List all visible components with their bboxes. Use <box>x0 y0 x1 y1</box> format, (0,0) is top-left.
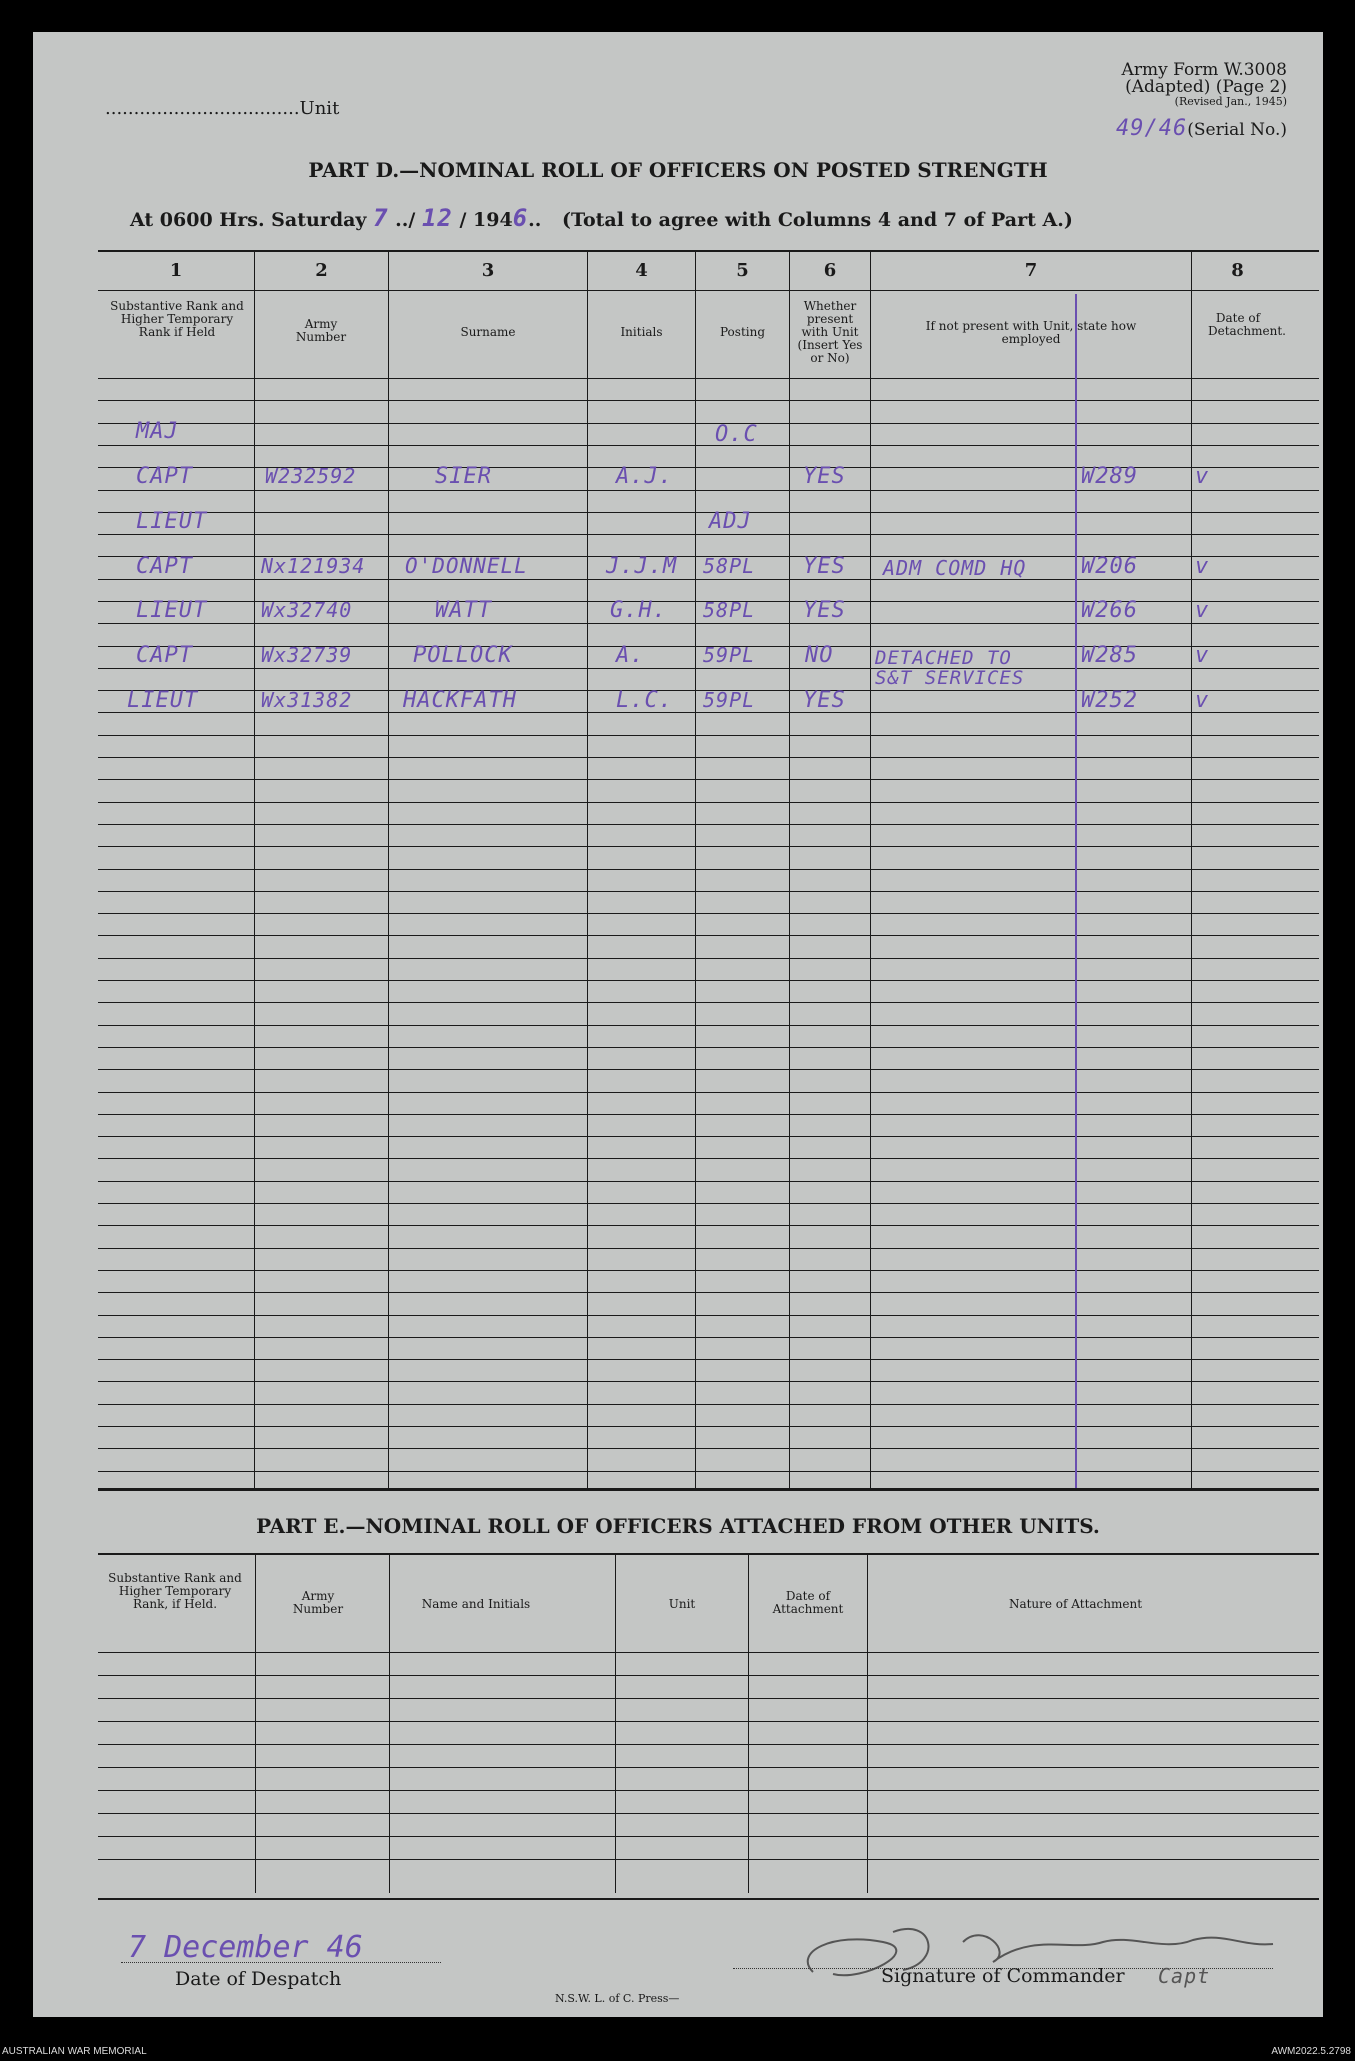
col-hdr-detachment: Date of Detachment. <box>1208 311 1286 338</box>
table-row-line <box>98 400 1319 401</box>
row-posting: 59PL <box>703 643 756 667</box>
part-e-title: PART E.—NOMINAL ROLL OF OFFICERS ATTACHED FROM OTHER UNITS. <box>256 1514 1100 1538</box>
table-row-line <box>98 1404 1319 1405</box>
unit-line <box>105 98 339 119</box>
row-ref: W266 <box>1081 598 1138 623</box>
form-id-line1: Army Form W.3008 <box>1121 60 1287 80</box>
row-ref: W206 <box>1081 554 1138 579</box>
table-row-line <box>98 913 1319 914</box>
column-divider <box>388 250 389 1488</box>
despatch-dots <box>121 1962 441 1964</box>
row-tick: v <box>1195 598 1210 623</box>
part-e-top-rule <box>98 1553 1319 1555</box>
col-num-8: 8 <box>1231 260 1244 281</box>
row-rank: MAJ <box>136 419 179 444</box>
table-row-line <box>98 1158 1319 1159</box>
table-row-line <box>98 891 1319 892</box>
row-present: NO <box>805 643 834 668</box>
table-row-line <box>98 1698 1319 1699</box>
table-row-line <box>98 1744 1319 1745</box>
table-row-line <box>98 423 1319 424</box>
e-hdr-army-number: Army Number <box>292 1589 344 1616</box>
table-row-line <box>98 1652 1319 1653</box>
col-hdr-employed: If not present with Unit, state how employed <box>925 319 1137 346</box>
table-row-line <box>98 1315 1319 1316</box>
row-present: YES <box>803 598 846 623</box>
table-row-line <box>98 1114 1319 1115</box>
table-row-line <box>98 378 1319 379</box>
row-posting: 58PL <box>703 598 756 622</box>
ref-divider <box>1075 294 1077 1488</box>
table-row-line <box>98 846 1319 847</box>
form-id-line2: (Adapted) (Page 2) <box>1125 77 1287 97</box>
col-hdr-surname: Surname <box>460 325 516 339</box>
signature-suffix: Capt <box>1158 1964 1211 1988</box>
table-row-line <box>98 1181 1319 1182</box>
date-day: 7 <box>373 204 389 232</box>
table-row-line <box>98 1790 1319 1791</box>
row-employed-line2: S&T SERVICES <box>875 667 1025 689</box>
col-hdr-initials: Initials <box>620 325 663 339</box>
table-row-line <box>98 980 1319 981</box>
row-tick: v <box>1195 464 1210 489</box>
row-surname: O'DONNELL <box>405 554 528 578</box>
part-d-date-line: At 0600 Hrs. Saturday 7 ../ 12 / 1946.. (Total to agree with Columns 4 and 7 of Part A.) <box>130 204 1073 232</box>
table-row-line <box>98 757 1319 758</box>
table-row-line <box>98 1675 1319 1676</box>
table-row-line <box>98 579 1319 580</box>
table-row-line <box>98 668 1319 669</box>
form-id-line3: (Revised Jan., 1945) <box>1174 95 1287 108</box>
table-row-line <box>98 779 1319 780</box>
table-row-line <box>98 958 1319 959</box>
table-row-line <box>98 735 1319 736</box>
table-row-line <box>98 1836 1319 1837</box>
table-row-line <box>98 1426 1319 1427</box>
row-present: YES <box>803 688 846 713</box>
row-rank: CAPT <box>136 554 193 579</box>
col-num-6: 6 <box>823 260 837 281</box>
row-army-number: Wx32739 <box>261 643 353 667</box>
row-posting: O.C <box>715 422 758 447</box>
row-rank: LIEUT <box>136 598 208 623</box>
table-row-line <box>98 1721 1319 1722</box>
e-hdr-date: Date of Attachment <box>772 1589 844 1616</box>
despatch-date: 7 December 46 <box>128 1930 363 1965</box>
row-surname: POLLOCK <box>413 643 513 668</box>
e-hdr-rank: Substantive Rank and Higher Temporary Rank, if Held. <box>108 1571 242 1611</box>
archive-tag-right: AWM2022.5.2798 <box>1271 2046 1351 2057</box>
row-surname: HACKFATH <box>403 688 517 713</box>
table-row-line <box>98 1203 1319 1204</box>
row-rank: CAPT <box>136 464 193 489</box>
row-posting: 59PL <box>703 688 756 712</box>
serial-line <box>1116 116 1287 141</box>
table-row-line <box>98 1292 1319 1293</box>
row-ref: W289 <box>1081 464 1138 489</box>
col-num-2: 2 <box>315 260 328 281</box>
row-initials: A.J. <box>616 464 673 489</box>
form-id <box>1122 62 1287 108</box>
col-hdr-posting: Posting <box>719 325 766 339</box>
table-row-line <box>98 534 1319 535</box>
table-row-line <box>98 1002 1319 1003</box>
unit-dots: .................................. <box>105 98 300 119</box>
col-num-7: 7 <box>1024 260 1038 281</box>
table-row-line <box>98 445 1319 446</box>
table-row-line <box>98 1270 1319 1271</box>
col-num-4: 4 <box>635 260 648 281</box>
row-army-number: Nx121934 <box>261 554 366 578</box>
footer-rule <box>98 1898 1319 1900</box>
table-row-line <box>98 1813 1319 1814</box>
table-row-line <box>98 1047 1319 1048</box>
row-ref: W252 <box>1081 688 1138 713</box>
total-note: (Total to agree with Columns 4 and 7 of Part A.) <box>562 209 1073 231</box>
at-label: At 0600 Hrs. Saturday <box>130 209 367 231</box>
part-d-title: PART D.—NOMINAL ROLL OF OFFICERS ON POSTED STRENGTH <box>308 158 1048 182</box>
row-army-number: W232592 <box>265 464 357 488</box>
row-rank: CAPT <box>136 643 193 668</box>
serial-value: 49/46 <box>1116 116 1188 141</box>
year-digit: 6 <box>512 204 529 232</box>
table-top-rule <box>98 250 1319 252</box>
table-row-line <box>98 623 1319 624</box>
row-rank: LIEUT <box>127 688 199 713</box>
archive-tag-left: AUSTRALIAN WAR MEMORIAL <box>2 2046 147 2057</box>
table-row-line <box>98 1859 1319 1860</box>
table-row-line <box>98 1767 1319 1768</box>
e-hdr-nature: Nature of Attachment <box>1008 1597 1143 1611</box>
table-row-line <box>98 1337 1319 1338</box>
table-row-line <box>98 1225 1319 1226</box>
row-surname: WATT <box>435 598 492 623</box>
col-num-1: 1 <box>169 260 183 281</box>
column-divider <box>789 250 790 1488</box>
despatch-label: Date of Despatch <box>175 1968 342 1990</box>
row-tick: v <box>1195 643 1210 668</box>
signature-label: Signature of Commander <box>881 1965 1125 1987</box>
table-row-line <box>98 1136 1319 1137</box>
column-divider <box>695 250 696 1488</box>
table-bottom-rule <box>98 1488 1319 1491</box>
table-row-line <box>98 824 1319 825</box>
row-initials: J.J.M <box>606 554 678 579</box>
col-hdr-present: Whether present with Unit (Insert Yes or No) <box>797 299 863 365</box>
table-row-line <box>98 1448 1319 1449</box>
form-page <box>33 32 1323 2017</box>
row-army-number: Wx32740 <box>261 598 353 622</box>
row-initials: L.C. <box>616 688 673 713</box>
column-divider <box>870 250 871 1488</box>
col-num-3: 3 <box>481 260 495 281</box>
printer-note: N.S.W. L. of C. Press— <box>555 1992 680 2005</box>
column-divider <box>587 250 588 1488</box>
row-present: YES <box>803 554 846 579</box>
column-divider <box>255 1553 256 1893</box>
table-row-line <box>98 935 1319 936</box>
table-row-line <box>98 1471 1319 1472</box>
row-present: YES <box>803 464 846 489</box>
row-employed: ADM COMD HQ <box>883 556 1027 580</box>
row-initials: G.H. <box>610 598 667 623</box>
column-divider <box>389 1553 390 1893</box>
table-row-line <box>98 1248 1319 1249</box>
column-divider <box>254 250 255 1488</box>
row-tick: v <box>1195 688 1210 713</box>
number-row-rule <box>98 290 1319 291</box>
unit-label: Unit <box>299 98 340 119</box>
table-row-line <box>98 869 1319 870</box>
table-row-line <box>98 802 1319 803</box>
row-initials: A. <box>616 643 645 668</box>
row-rank: LIEUT <box>136 509 208 534</box>
row-army-number: Wx31382 <box>261 688 353 712</box>
row-posting: ADJ <box>709 509 752 534</box>
column-divider <box>1191 250 1192 1488</box>
row-posting: 58PL <box>703 554 756 578</box>
row-ref: W285 <box>1081 643 1138 668</box>
serial-label: (Serial No.) <box>1187 120 1287 140</box>
col-hdr-rank: Substantive Rank and Higher Temporary Rank if Held <box>110 299 244 339</box>
col-num-5: 5 <box>736 260 749 281</box>
table-row-line <box>98 1381 1319 1382</box>
e-hdr-unit: Unit <box>668 1597 696 1611</box>
year-prefix: 194 <box>473 209 513 231</box>
row-tick: v <box>1195 554 1210 579</box>
e-hdr-name: Name and Initials <box>421 1597 531 1611</box>
table-row-line <box>98 490 1319 491</box>
col-hdr-army-number: Army Number <box>295 317 347 344</box>
row-employed: DETACHED TO <box>875 647 1012 669</box>
row-surname: SIER <box>435 464 492 489</box>
table-row-line <box>98 1092 1319 1093</box>
date-month: 12 <box>421 204 453 232</box>
table-row-line <box>98 1025 1319 1026</box>
table-row-line <box>98 1069 1319 1070</box>
table-row-line <box>98 1359 1319 1360</box>
